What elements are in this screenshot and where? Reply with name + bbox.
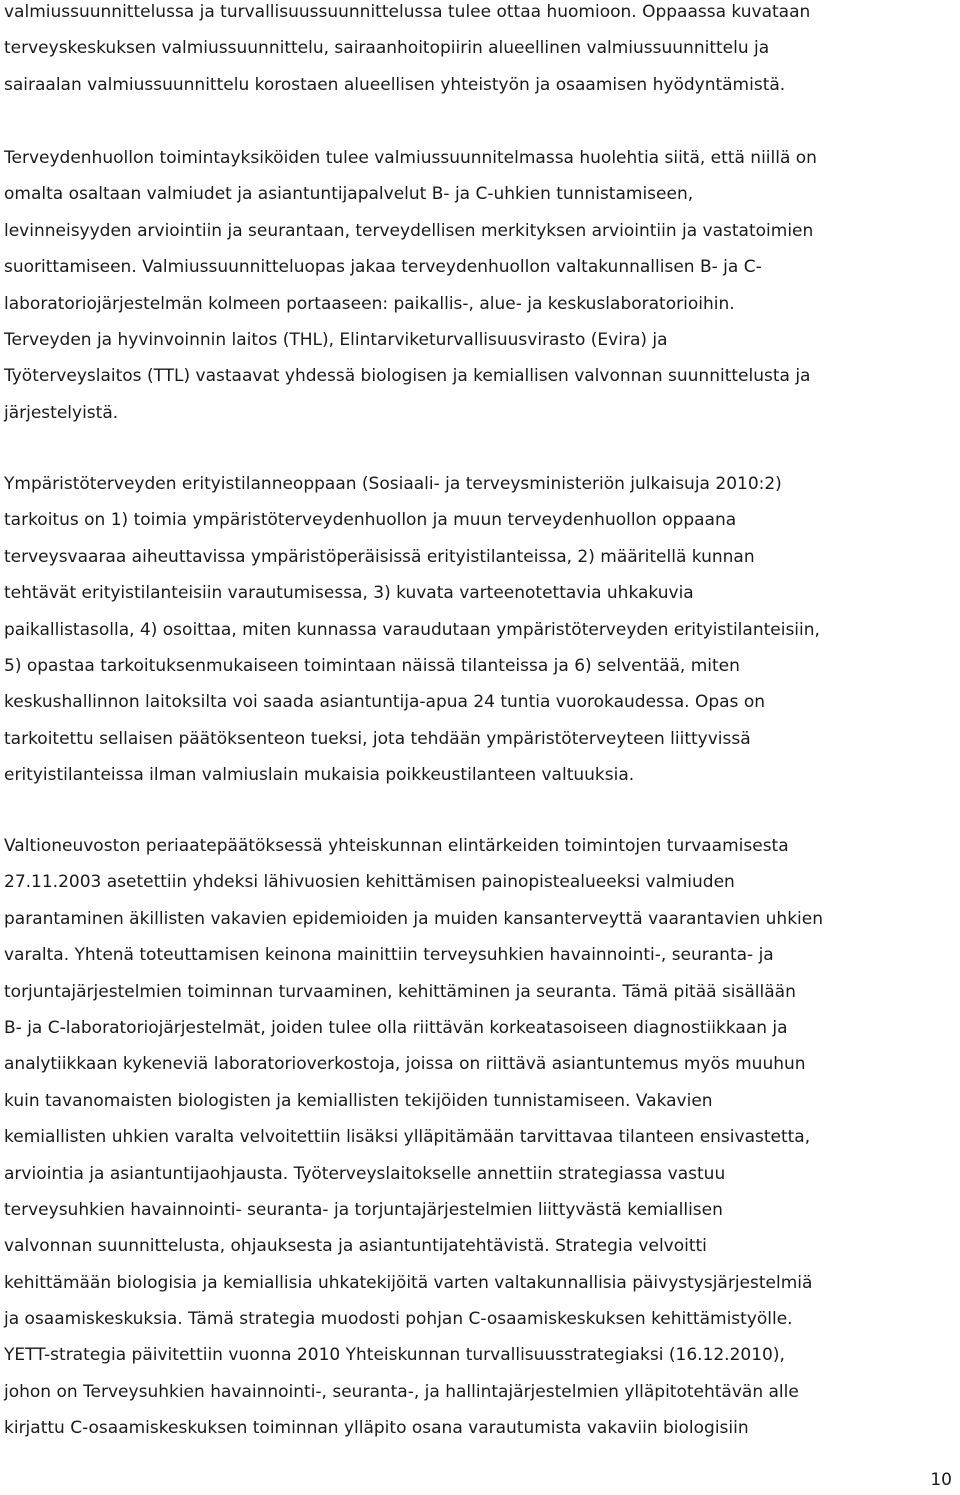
text-line: kirjattu C-osaamiskeskuksen toiminnan ylläpito osana varautumista vakaviin biologisiin [4, 1418, 749, 1439]
text-line: analytiikkaan kykeneviä laboratorioverkostoja, joissa on riittävä asiantuntemus myös muuhun [4, 1054, 806, 1075]
text-line: keskushallinnon laitoksilta voi saada asiantuntija-apua 24 tuntia vuorokaudessa. Opas on [4, 692, 765, 713]
paragraph-4 [4, 828, 823, 1447]
text-line: arviointia ja asiantuntijaohjausta. Työterveyslaitokselle annettiin strategiassa vastuu [4, 1163, 726, 1184]
text-line: Työterveyslaitos (TTL) vastaavat yhdessä biologisen ja kemiallisen valvonnan suunnittelusta ja [4, 366, 811, 387]
text-line: terveysvaaraa aiheuttavissa ympäristöperäisissä erityistilanteissa, 2) määritellä kunnan [4, 546, 755, 567]
paragraph-2 [4, 140, 817, 431]
text-line: johon on Terveysuhkien havainnointi-, seuranta-, ja hallintajärjestelmien ylläpitotehtävän alle [4, 1381, 799, 1402]
text-line: valvonnan suunnittelusta, ohjauksesta ja asiantuntijatehtävistä. Strategia velvoitti [4, 1236, 707, 1257]
text-line: sairaalan valmiussuunnittelu korostaen alueellisen yhteistyön ja osaamisen hyödyntämistä. [4, 74, 786, 95]
text-line: YETT-strategia päivitettiin vuonna 2010 Yhteiskunnan turvallisuusstrategiaksi (16.12.2010), [4, 1345, 785, 1366]
text-line: kehittämään biologisia ja kemiallisia uhkatekijöitä varten valtakunnallisia päivystysjärjestelmiä [4, 1272, 813, 1293]
text-line: tehtävät erityistilanteisiin varautumisessa, 3) kuvata varteenotettavia uhkakuvia [4, 583, 694, 604]
text-line: 5) opastaa tarkoituksenmukaiseen toimintaan näissä tilanteissa ja 6) selventää, miten [4, 655, 740, 676]
text-line: järjestelyistä. [4, 402, 119, 423]
text-line: omalta osaltaan valmiudet ja asiantuntijapalvelut B- ja C-uhkien tunnistamiseen, [4, 184, 694, 205]
paragraph-3 [4, 466, 820, 794]
text-line: suorittamiseen. Valmiussuunnitteluopas jakaa terveydenhuollon valtakunnallisen B- ja C- [4, 257, 762, 278]
text-line: torjuntajärjestelmien toiminnan turvaaminen, kehittäminen ja seuranta. Tämä pitää sisällään [4, 981, 796, 1002]
text-line: kemiallisten uhkien varalta velvoitettiin lisäksi ylläpitämään tarvittavaa tilanteen ensivastetta, [4, 1127, 811, 1148]
text-line: parantaminen äkillisten vakavien epidemioiden ja muiden kansanterveyttä vaarantavien uhkien [4, 908, 823, 929]
text-line: varalta. Yhtenä toteuttamisen keinona mainittiin terveysuhkien havainnointi-, seuranta- ja [4, 945, 774, 966]
text-line: Terveyden ja hyvinvoinnin laitos (THL), Elintarviketurvallisuusvirasto (Evira) ja [4, 329, 668, 350]
text-line: laboratoriojärjestelmän kolmeen portaaseen: paikallis-, alue- ja keskuslaboratorioihin. [4, 293, 735, 314]
text-line: terveysuhkien havainnointi- seuranta- ja torjuntajärjestelmien liittyvästä kemiallisen [4, 1199, 723, 1220]
text-line: Valtioneuvoston periaatepäätöksessä yhteiskunnan elintärkeiden toimintojen turvaamisesta [4, 836, 789, 856]
text-line: terveyskeskuksen valmiussuunnittelu, sairaanhoitopiirin alueellinen valmiussuunnittelu ja [4, 38, 770, 59]
page-number: 10 [930, 1470, 952, 1490]
text-line: levinneisyyden arviointiin ja seurantaan, terveydellisen merkityksen arviointiin ja vastatoimien [4, 220, 814, 241]
text-line: valmiussuunnittelussa ja turvallisuussuunnittelussa tulee ottaa huomioon. Oppaassa kuvataan [4, 2, 811, 22]
text-line: Ympäristöterveyden erityistilanneoppaan (Sosiaali- ja terveysministeriön julkaisuja 2010:2) [4, 474, 782, 494]
text-line: erityistilanteissa ilman valmiuslain mukaisia poikkeustilanteen valtuuksia. [4, 765, 635, 786]
text-line: Terveydenhuollon toimintayksiköiden tulee valmiussuunnitelmassa huolehtia siitä, että niillä on [4, 148, 817, 168]
text-line: B- ja C-laboratoriojärjestelmät, joiden tulee olla riittävän korkeatasoiseen diagnostiikkaan ja [4, 1017, 788, 1038]
paragraph-1 [4, 0, 810, 103]
text-line: 27.11.2003 asetettiin yhdeksi lähivuosien kehittämisen painopistealueeksi valmiuden [4, 872, 735, 893]
text-line: tarkoitettu sellaisen päätöksenteon tueksi, jota tehdään ympäristöterveyteen liittyvissä [4, 728, 751, 749]
text-line: tarkoitus on 1) toimia ympäristöterveydenhuollon ja muun terveydenhuollon oppaana [4, 510, 737, 531]
text-line: kuin tavanomaisten biologisten ja kemiallisten tekijöiden tunnistamiseen. Vakavien [4, 1090, 713, 1111]
text-line: paikallistasolla, 4) osoittaa, miten kunnassa varaudutaan ympäristöterveyden erityistilanteisiin, [4, 619, 820, 640]
text-line: ja osaamiskeskuksia. Tämä strategia muodosti pohjan C-osaamiskeskuksen kehittämistyölle. [4, 1309, 793, 1330]
